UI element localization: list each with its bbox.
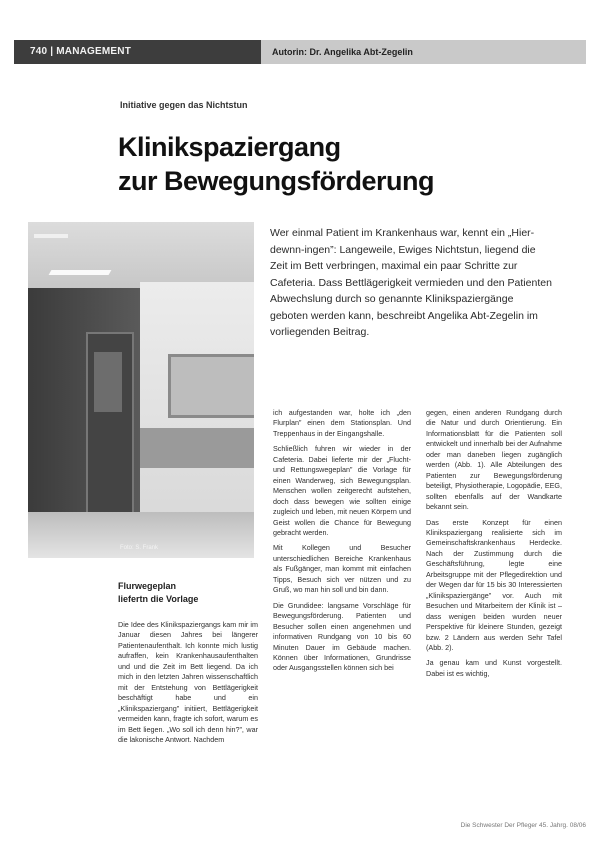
page-footer: Die Schwester Der Pfleger 45. Jahrg. 08/06 xyxy=(460,822,586,829)
author-line: Autorin: Dr. Angelika Abt-Zegelin xyxy=(272,47,413,57)
hospital-corridor-photo xyxy=(28,222,254,558)
article-kicker: Initiative gegen das Nichtstun xyxy=(120,100,248,110)
body-column-right xyxy=(426,408,562,684)
body-paragraph: Die Idee des Klinikspaziergangs kam mir im Januar diesen Jahres bei längerer Patientenaufenthalt. Ich konnte mich lustig aufraffen, kein Krankenhausaufenthalten und und die Zeit im Bett liegend. Da ich mich in den letzten Jahren wissenschaftlich mit der Entstehung von Bettlägerigkeit beschäftigt habe und ein „Klinikspaziergang” initiiert, Bettlägerigkeit vermeiden kann, fragte ich sofort, warum es im Bett liegen. „Wo soll ich denn hin?”, war die lakonische Antwort. Nachdem xyxy=(118,620,258,744)
body-column-middle xyxy=(273,408,411,679)
body-paragraph: Die Grundidee: langsame Vorschläge für Bewegungsförderung. Patienten und Besucher sollen einen angenehmen und informativen Rundgang von 10 bis 60 Minuten Dauer im Gebäude machen. Können über Informationen, Grundrisse oder Ausgangsstellen können sich bei xyxy=(273,600,411,673)
article-title xyxy=(118,130,434,198)
body-paragraph: Mit Kollegen und Besucher unterschiedlichen Bereiche Krankenhaus als Fußgänger, man kommt mit einfachen Tipps, Besuch sich ver nützen und zu Gruß, wo man hin soll und bin dann. xyxy=(273,543,411,595)
title-line-1: Klinikspaziergang xyxy=(118,132,341,162)
subhead-line-2: liefertn die Vorlage xyxy=(118,594,199,604)
title-line-2: zur Bewegungsförderung xyxy=(118,166,435,196)
header-bar xyxy=(14,40,586,64)
article-lead: Wer einmal Patient im Krankenhaus war, kennt ein „Hier-dewnn-ingen”: Langeweile, Ewiges Nichtstun, liegend die Zeit im Bett verbringen, maximal ein paar Schritte zur Cafeteria. Dass Bettlägerigkeit vermieden und den Patienten Abwechslung durch so genannte Klinikspaziergänge geboten werden kann, beschreibt Angelika Abt-Zegelin im vorliegenden Beitrag. xyxy=(270,227,552,338)
body-column-left xyxy=(118,620,258,750)
body-paragraph: gegen, einen anderen Rundgang durch die Natur und durch Orientierung. Ein Informationsblatt für die Patienten soll entwickelt und innerhalb bei der Aufnahme oder man daneben liegen zugänglich werden (Abb. 1). Alle Abteilungen des Patienten zur Bewegungsförderung beteiligt, Physiotherapie, Logopädie, EEG, sollten ebenfalls auf der Wandkarte bekannt sein. xyxy=(426,408,562,512)
subhead-line-1: Flurwegeplan xyxy=(118,581,177,591)
body-paragraph: Ja genau kam und Kunst vorgestellt. Dabei ist es wichtig, xyxy=(426,658,562,678)
section-subhead xyxy=(118,580,198,606)
body-paragraph: ich aufgestanden war, holte ich „den Flurplan” einen dem Stationsplan. Und Treppenhaus in der Eingangshalle. xyxy=(273,408,411,438)
section-label: 740 | MANAGEMENT xyxy=(14,40,261,64)
body-paragraph: Das erste Konzept für einen Klinikspaziergang realisierte sich im Gemeinschaftskrankenhaus Herdecke. Nach der Zustimmung durch die Geschäftsführung, legte eine Arbeitsgruppe mit der Pflegedirektion und der Wegen dar für 15 bis 30 Interessierten „Klinikspaziergänge” vor. Auch mit Besuchen und Mitarbeitern der Klinik ist – dass wenigen beiden wurden neuer Perspektive für kleinere Stunden, gezeigt bzw. 2 Ländern aus werden Sehr Tafel (Abb. 2). xyxy=(426,517,562,652)
body-paragraph: Schließlich fuhren wir wieder in der Cafeteria. Dabei lieferte mir der „Flucht- und Rettungswegeplan” die Vorlage für einen Wanderweg, sich Bewegungsplan. Menschen wollen zeitgerecht aufstehen, doch dass bewegen wie sollten einige zugleich und leben, mit neuen Körpern und Geist wollen die Chance für Bewegung gebracht werden. xyxy=(273,444,411,537)
photo-credit: Foto: S. Frank xyxy=(120,545,159,551)
